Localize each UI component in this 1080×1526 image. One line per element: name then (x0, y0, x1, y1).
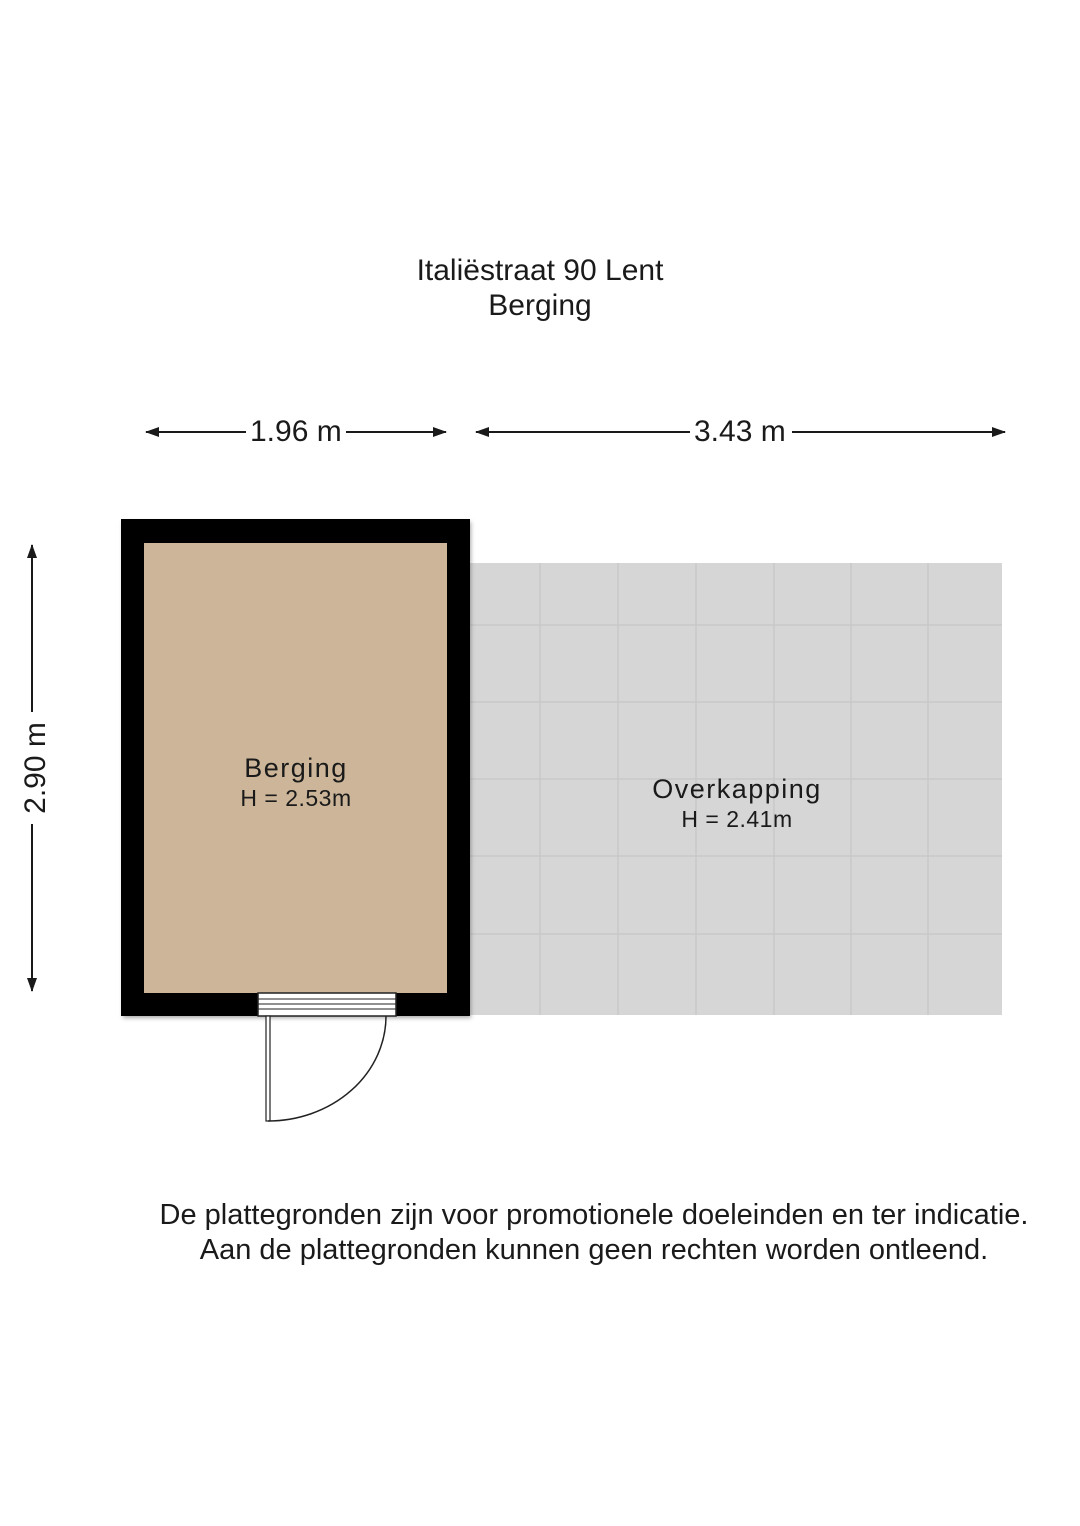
dimension-label-width-berging: 1.96 m (246, 415, 346, 449)
dimension-label-width-overkapping: 3.43 m (690, 415, 790, 449)
room-height: H = 2.53m (240, 785, 352, 811)
title-address: Italiëstraat 90 Lent (416, 254, 664, 287)
title-floor: Berging (488, 289, 592, 322)
room-label-overkapping (472, 773, 1002, 833)
room-height: H = 2.41m (681, 806, 793, 832)
disclaimer-line-1: De plattegronden zijn voor promotionele doeleinden en ter indicatie. (159, 1199, 1029, 1231)
dimension-label-depth: 2.90 m (19, 716, 53, 820)
room-label-berging (146, 752, 446, 812)
door (258, 993, 396, 1121)
room-name: Overkapping (652, 774, 822, 804)
room-name: Berging (244, 753, 348, 783)
disclaimer-line-2: Aan de plattegronden kunnen geen rechten worden ontleend. (199, 1234, 989, 1266)
